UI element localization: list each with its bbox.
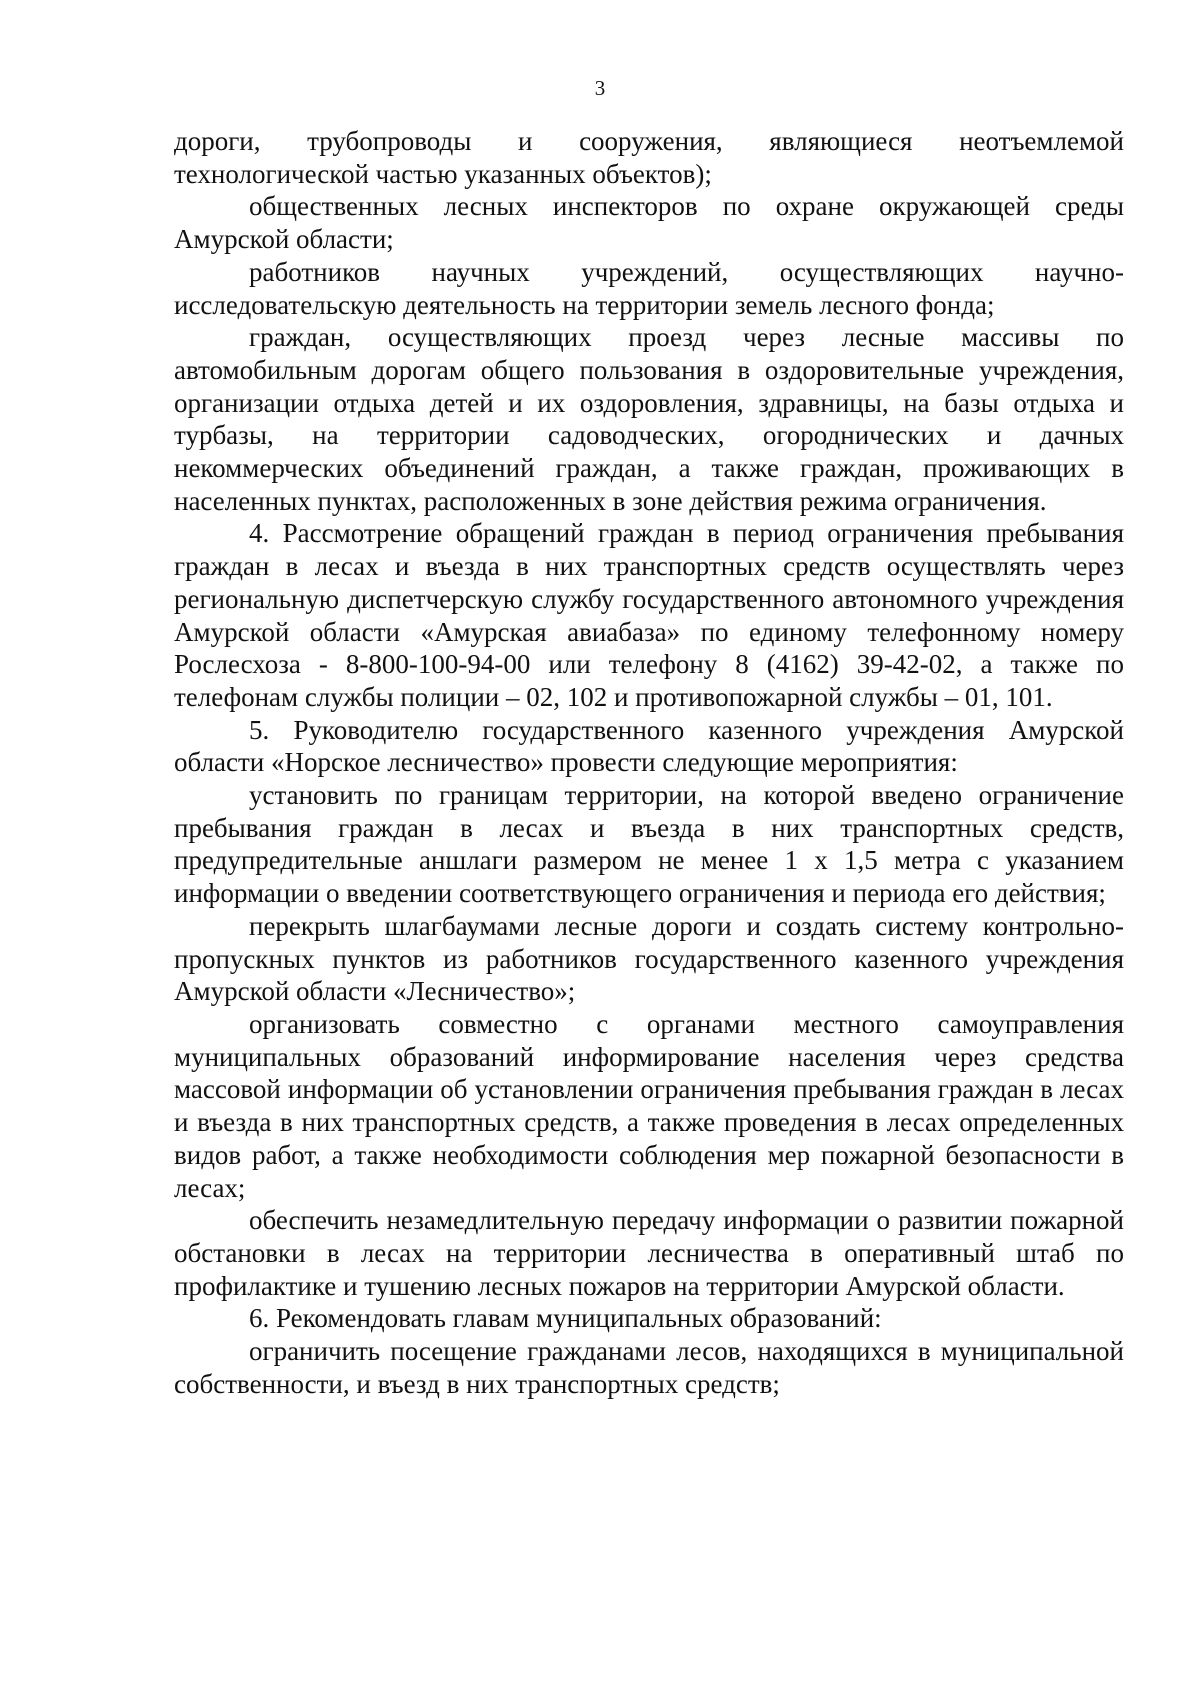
paragraph-item-6: 6. Рекомендовать главам муниципальных образований: [249,1303,882,1334]
document-body [174,125,1124,1400]
paragraph-forest-inspectors: общественных лесных инспекторов по охране окружающей среды Амурской области; [174,191,1124,255]
paragraph-researchers: работников научных учреждений, осуществляющих научно-исследовательскую деятельность на территории земель лесного фонда; [174,256,1124,320]
paragraph-fire-reporting: обеспечить незамедлительную передачу информации о развитии пожарной обстановки в лесах на территории лесничества в оперативный штаб по профилактике и тушению лесных пожаров на территории Амурской области. [174,1205,1124,1301]
paragraph-item-5: 5. Руководителю государственного казенного учреждения Амурской области «Норское лесничество» провести следующие мероприятия: [174,714,1124,778]
paragraph-install-signs: установить по границам территории, на которой введено ограничение пребывания граждан в лесах и въезда в них транспортных средств, предупредительные аншлаги размером не менее 1 х 1,5 метра с указанием информации о введении соответствующего ограничения и периода его действия; [174,780,1124,909]
paragraph-restrict-visits: ограничить посещение гражданами лесов, находящихся в муниципальной собственности, и въезд в них транспортных средств; [174,1336,1124,1399]
paragraph-citizens-transit: граждан, осуществляющих проезд через лесные массивы по автомобильным дорогам общего пользования в оздоровительные учреждения, организации отдыха детей и их оздоровления, здравницы, на базы отдыха и турбазы, на территории садоводческих, огороднических и дачных некоммерческих объединений граждан, а также граждан, проживающих в населенных пунктах, расположенных в зоне действия режима ограничения. [174,322,1124,516]
page-number: 3 [594,76,606,100]
paragraph-inform-population: организовать совместно с органами местного самоуправления муниципальных образований информирование населения через средства массовой информации об установлении ограничения пребывания граждан в лесах и въезда в них транспортных средств, а также проведения в лесах определенных видов работ, а также необходимости соблюдения мер пожарной безопасности в лесах; [174,1008,1124,1203]
paragraph-item-4: 4. Рассмотрение обращений граждан в период ограничения пребывания граждан в лесах и въезда в них транспортных средств осуществлять через региональную диспетчерскую службу государственного автономного учреждения Амурской области «Амурская авиабаза» по единому телефонному номеру Рослесхоза - 8-800-100-94-00 или телефону 8 (4162) 39-42-02, а также по телефонам службы полиции – 02, 102 и противопожарной службы – 01, 101. [174,518,1124,712]
paragraph-barriers: перекрыть шлагбаумами лесные дороги и создать систему контрольно-пропускных пунктов из работников государственного казенного учреждения Амурской области «Лесничество»; [174,910,1124,1007]
paragraph-continuation: дороги, трубопроводы и сооружения, являющиеся неотъемлемой технологической частью указанных объектов); [174,126,1124,189]
